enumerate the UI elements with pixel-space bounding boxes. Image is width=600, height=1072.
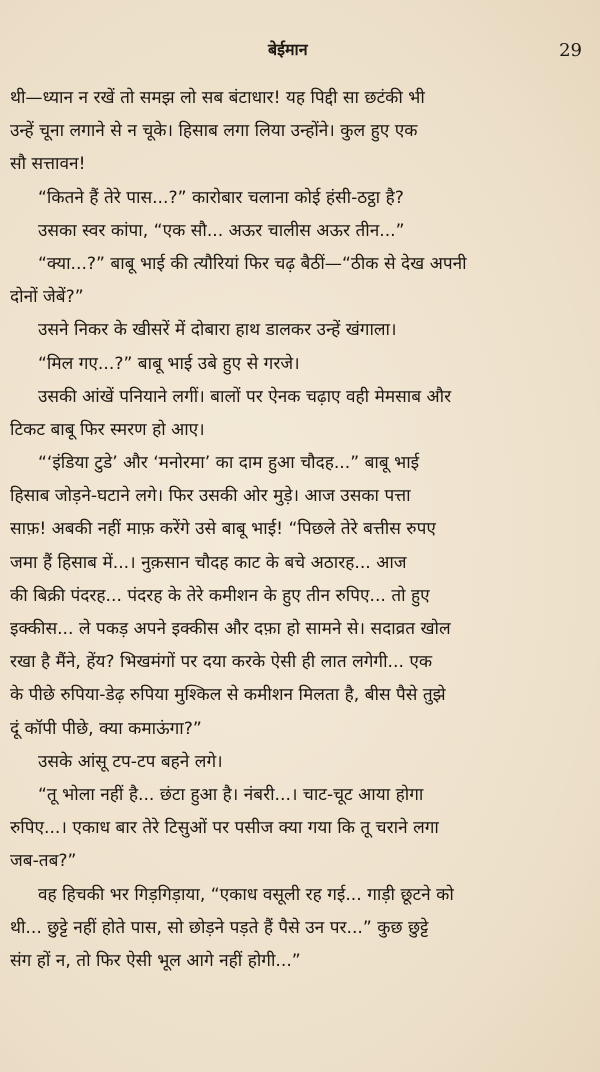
text-line: टिकट बाबू फिर स्मरण हो आए।: [10, 419, 205, 440]
text-line: जब-तब?”: [10, 851, 77, 872]
text-line: “‘इंडिया टुडे’ और ‘मनोरमा’ का दाम हुआ चौदह...” बाबू भाई: [38, 453, 420, 474]
text-line: “क्या...?” बाबू भाई की त्यौरियां फिर चढ़ बैठीं—“ठीक से देख अपनी: [38, 253, 467, 274]
text-line: उन्हें चूना लगाने से न चूके। हिसाब लगा लिया उन्होंने। कुल हुए एक: [10, 121, 418, 142]
text-line: इक्कीस... ले पकड़ अपने इक्कीस और दफ़ा हो सामने से। सदाव्रत खोल: [10, 619, 451, 639]
text-line: थी... छुट्टे नहीं होते पास, सो छोड़ने पड़ते हैं पैसे उन पर...” कुछ छुट्टे: [10, 917, 429, 938]
text-line: के पीछे रुपिया-डेढ़ रुपिया मुश्किल से कमीशन मिलता है, बीस पैसे तुझे: [10, 685, 446, 706]
text-line: “कितने हैं तेरे पास...?” कारोबार चलाना कोई हंसी-ठट्ठा है?: [38, 187, 404, 208]
body-text: [10, 82, 592, 978]
text-line: की बिक्री पंदरह... पंदरह के तेरे कमीशन के हुए तीन रुपिए... तो हुए: [10, 585, 430, 606]
text-line: रखा है मैंने, हेंय? भिखमंगों पर दया करके ऐसी ही लात लगेगी... एक: [10, 652, 433, 673]
text-line: थी—ध्यान न रखें तो समझ लो सब बंटाधार! यह पिद्दी सा छटंकी भी: [10, 88, 425, 108]
text-line: “तू भोला नहीं है... छंटा हुआ है। नंबरी...। चाट-चूट आया होगा: [38, 784, 424, 805]
text-line: उसके आंसू टप-टप बहने लगे।: [38, 751, 223, 772]
text-line: जमा हैं हिसाब में...। नुक़सान चौदह काट के बचे अठारह... आज: [10, 552, 407, 573]
running-title: बेईमान: [268, 40, 308, 59]
page-number: 29: [559, 40, 582, 61]
text-line: “मिल गए...?” बाबू भाई उबे हुए से गरजे।: [38, 353, 300, 374]
text-line: उसने निकर के खीसरें में दोबारा हाथ डालकर उन्हें खंगाला।: [38, 320, 397, 341]
text-line: रुपिए...। एकाध बार तेरे टिसुओं पर पसीज क्या गया कि तू चराने लगा: [10, 818, 439, 839]
text-line: दोनों जेबें?”: [10, 287, 84, 308]
text-line: साफ़! अबकी नहीं माफ़ करेंगे उसे बाबू भाई! “पिछले तेरे बत्तीस रुपए: [10, 519, 436, 540]
text-line: संग हों न, तो फिर ऐसी भूल आगे नहीं होगी...”: [10, 950, 301, 971]
text-line: उसकी आंखें पनियाने लगीं। बालों पर ऐनक चढ़ाए वही मेमसाब और: [38, 386, 452, 407]
text-line: वह हिचकी भर गिड़गिड़ाया, “एकाध वसूली रह गई... गाड़ी छूटने को: [38, 884, 454, 905]
text-line: उसका स्वर कांपा, “एक सौ... अऊर चालीस अऊर तीन...”: [38, 220, 405, 241]
text-line: हिसाब जोड़ने-घटाने लगे। फिर उसकी ओर मुड़े। आज उसका पत्ता: [10, 486, 411, 507]
text-line: दूं कॉपी पीछे, क्या कमाऊंगा?”: [10, 718, 202, 739]
page-header: [0, 38, 600, 68]
text-line: सौ सत्तावन!: [10, 154, 86, 175]
